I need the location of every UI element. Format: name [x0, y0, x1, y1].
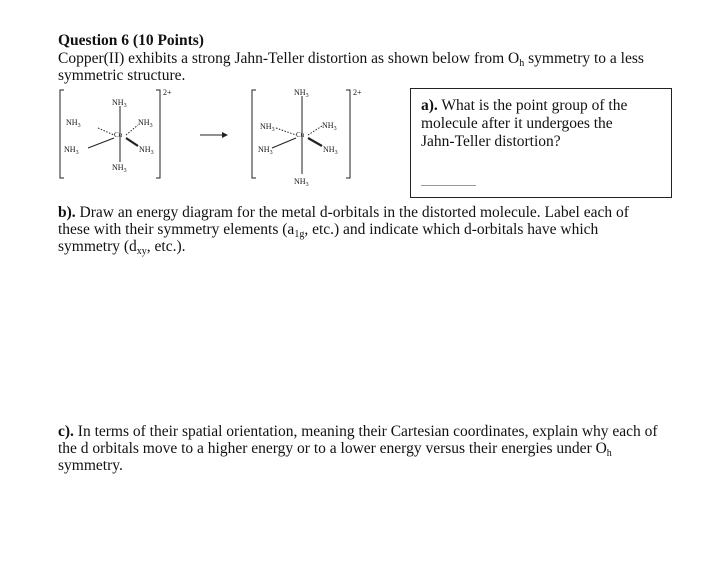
- right-ligand-top: $NH_3$: [294, 88, 309, 99]
- part-a-box: [410, 88, 672, 198]
- right-bracket-close: [346, 90, 350, 178]
- right-bond-upper-right: [308, 126, 322, 135]
- part-a-text: a). What is the point group of the molecule after it undergoes the Jahn-Teller distortion?: [421, 97, 628, 150]
- right-ligand-bottom: $NH_3$: [294, 177, 309, 188]
- left-bracket-close: [156, 90, 160, 178]
- left-bond-upper-left: [98, 128, 114, 135]
- right-bond-lower-left: [272, 138, 296, 148]
- part-b-line-2: these with their symmetry elements ($a_{1g}$, etc.) and indicate which d-orbitals have which: [58, 221, 599, 240]
- left-bond-upper-right: [126, 125, 138, 135]
- part-c-line-3: symmetry.: [58, 457, 123, 474]
- right-charge: 2+: [353, 88, 362, 97]
- part-b-line-3: symmetry ($d_{xy}$, etc.).: [58, 238, 186, 257]
- question-title: Question 6 (10 Points): [58, 32, 204, 49]
- left-ligand-upper-left: $NH_3$: [66, 118, 81, 129]
- left-ligand-lower-left: $NH_3$: [64, 145, 79, 156]
- left-ligand-lower-right: $NH_3$: [139, 145, 154, 156]
- part-b-line-1: b). Draw an energy diagram for the metal d-orbitals in the distorted molecule. Label each of: [58, 204, 629, 221]
- part-c-line-2: the d orbitals move to a higher energy or to a lower energy versus their energies under $O_h$: [58, 440, 612, 459]
- left-ligand-upper-right: $NH_3$: [138, 118, 153, 129]
- left-bracket-open: [60, 90, 64, 178]
- right-bracket-open: [252, 90, 256, 178]
- left-charge: 2+: [163, 88, 172, 97]
- part-b-label: b).: [58, 204, 76, 221]
- right-ligand-upper-right: $NH_3$: [322, 121, 337, 132]
- left-ligand-top: $NH_3$: [112, 98, 127, 109]
- right-metal: Cu: [296, 131, 305, 139]
- part-c-line-1: c). In terms of their spatial orientation, meaning their Cartesian coordinates, explain why each of: [58, 423, 658, 440]
- intro-line-2: symmetric structure.: [58, 67, 186, 84]
- right-bond-lower-right: [308, 138, 322, 146]
- right-ligand-upper-left: $NH_3$: [260, 122, 275, 133]
- arrow-head: [222, 132, 228, 138]
- left-ligand-bottom: $NH_3$: [112, 163, 127, 174]
- right-ligand-lower-right: $NH_3$: [323, 145, 338, 156]
- left-bond-lower-right: [126, 138, 138, 146]
- intro-line-1: Copper(II) exhibits a strong Jahn-Teller distortion as shown below from $O_h$ symmetry to a less: [58, 50, 644, 69]
- part-a-label: a).: [421, 97, 438, 114]
- left-bond-lower-left: [88, 138, 114, 148]
- part-c-label: c).: [58, 423, 74, 440]
- right-ligand-lower-left: $NH_3$: [258, 145, 273, 156]
- jahn-teller-structures-figure: [50, 84, 390, 194]
- left-metal: Cu: [114, 131, 123, 139]
- part-a-answer-blank[interactable]: [421, 185, 476, 186]
- right-bond-upper-left: [276, 128, 296, 135]
